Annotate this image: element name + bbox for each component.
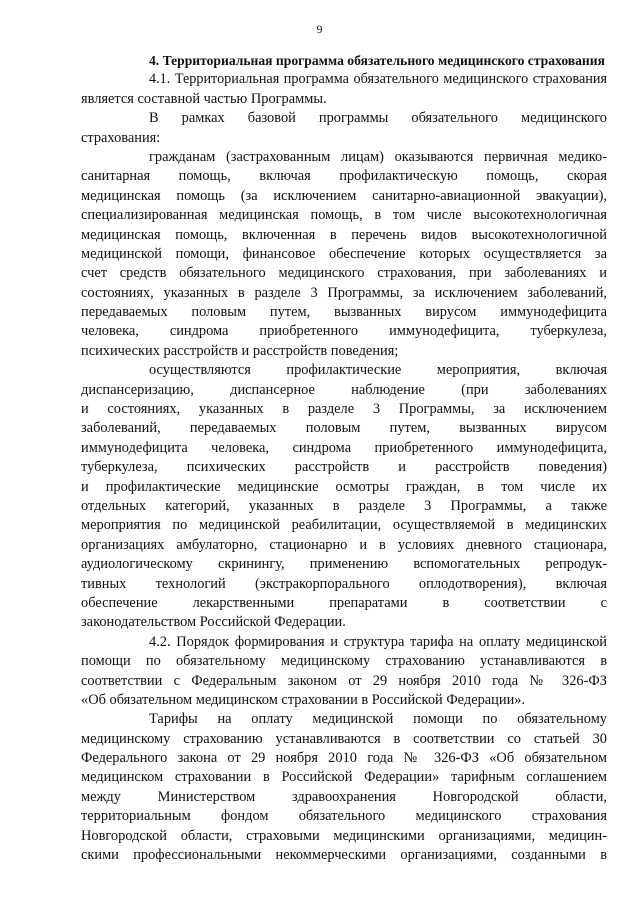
text-line: медицинской помощи, финансовое обеспечение которых осуществляется за (81, 245, 607, 262)
text-line: состояниях, указанных в разделе 3 Программы, за исключением заболеваний, (81, 284, 607, 301)
text-line: отдельных категорий, указанных в разделе 3 Программы, а также (81, 497, 607, 514)
text-line: аудиологическому скринингу, применению вспомогательных репродук- (81, 556, 607, 573)
text-line: санитарная помощь, включая профилактическую помощь, скорая (81, 168, 607, 185)
document-body (81, 51, 607, 865)
text-line: организациях амбулаторно, стационарно и в условиях дневного стационара, (81, 536, 607, 553)
text-line: помощи по обязательному медицинскому страхованию устанавливаются в (81, 653, 607, 670)
text-line: Новгородской области, страховыми медицинскими организациями, медицин- (81, 827, 607, 844)
text-line: иммунодефицита человека, синдрома приобретенного иммунодефицита, (81, 439, 607, 456)
text-line: законодательством Российской Федерации. (81, 614, 346, 631)
text-line: осуществляются профилактические мероприятия, включая (149, 362, 607, 379)
text-line: между Министерством здравоохранения Новгородской области, (81, 788, 607, 805)
text-line: туберкулеза, психических расстройств и расстройств поведения) (81, 459, 607, 476)
text-line: Федерального закона от 29 ноября 2010 года № 326-ФЗ «Об обязательном (81, 750, 607, 767)
text-line: специализированная медицинская помощь, в том числе высокотехнологичная (81, 207, 607, 224)
text-line: обеспечение лекарственными препаратами в соответствии с (81, 594, 607, 611)
text-line: медицинская помощь, включенная в перечень видов высокотехнологичной (81, 226, 607, 243)
text-line: В рамках базовой программы обязательного медицинского (149, 110, 607, 127)
text-line: и состояниях, указанных в разделе 3 Программы, за исключением (81, 401, 607, 418)
page-number: 9 (316, 22, 323, 36)
text-line: психических расстройств и расстройств поведения; (81, 342, 399, 359)
text-line: медицинская помощь (за исключением санитарно-авиационной эвакуации), (81, 187, 607, 204)
text-line: медицинском страховании в Российской Федерации» тарифным соглашением (81, 769, 607, 786)
text-line: мероприятия по медицинской реабилитации, осуществляемой в медицинских (81, 517, 607, 534)
text-line: медицинскому страхованию устанавливаются в соответствии со статьей 30 (81, 730, 607, 747)
text-line: и профилактические медицинские осмотры граждан, в том числе их (81, 478, 607, 495)
text-line: Тарифы на оплату медицинской помощи по обязательному (149, 711, 607, 728)
text-line: территориальным фондом обязательного медицинского страхования (81, 808, 607, 825)
text-line: 4.1. Территориальная программа обязательного медицинского страхования (149, 71, 607, 88)
section-heading: 4. Территориальная программа обязательного медицинского страхования (149, 53, 605, 68)
text-line: тивных технологий (экстракорпорального оплодотворения), включая (81, 575, 607, 592)
text-line: человека, синдрома приобретенного иммунодефицита, туберкулеза, (81, 323, 607, 340)
text-line: счет средств обязательного медицинского страхования, при заболеваниях и (81, 265, 607, 282)
text-line: «Об обязательном медицинском страховании в Российской Федерации». (81, 691, 526, 708)
text-line: гражданам (застрахованным лицам) оказываются первичная медико- (149, 148, 607, 165)
text-line: скими профессиональными некоммерческими организациями, созданными в (81, 847, 607, 864)
text-line: соответствии с Федеральным законом от 29 ноября 2010 года № 326-ФЗ (81, 672, 607, 689)
text-line: диспансеризацию, диспансерное наблюдение (при заболеваниях (81, 381, 607, 398)
text-line: является составной частью Программы. (81, 90, 327, 107)
text-line: передаваемых половым путем, вызванных вирусом иммунодефицита (81, 304, 607, 321)
text-line: 4.2. Порядок формирования и структура тарифа на оплату медицинской (149, 633, 607, 650)
text-line: страхования: (81, 129, 161, 146)
text-line: заболеваний, передаваемых половым путем, вызванных вирусом (81, 420, 607, 437)
